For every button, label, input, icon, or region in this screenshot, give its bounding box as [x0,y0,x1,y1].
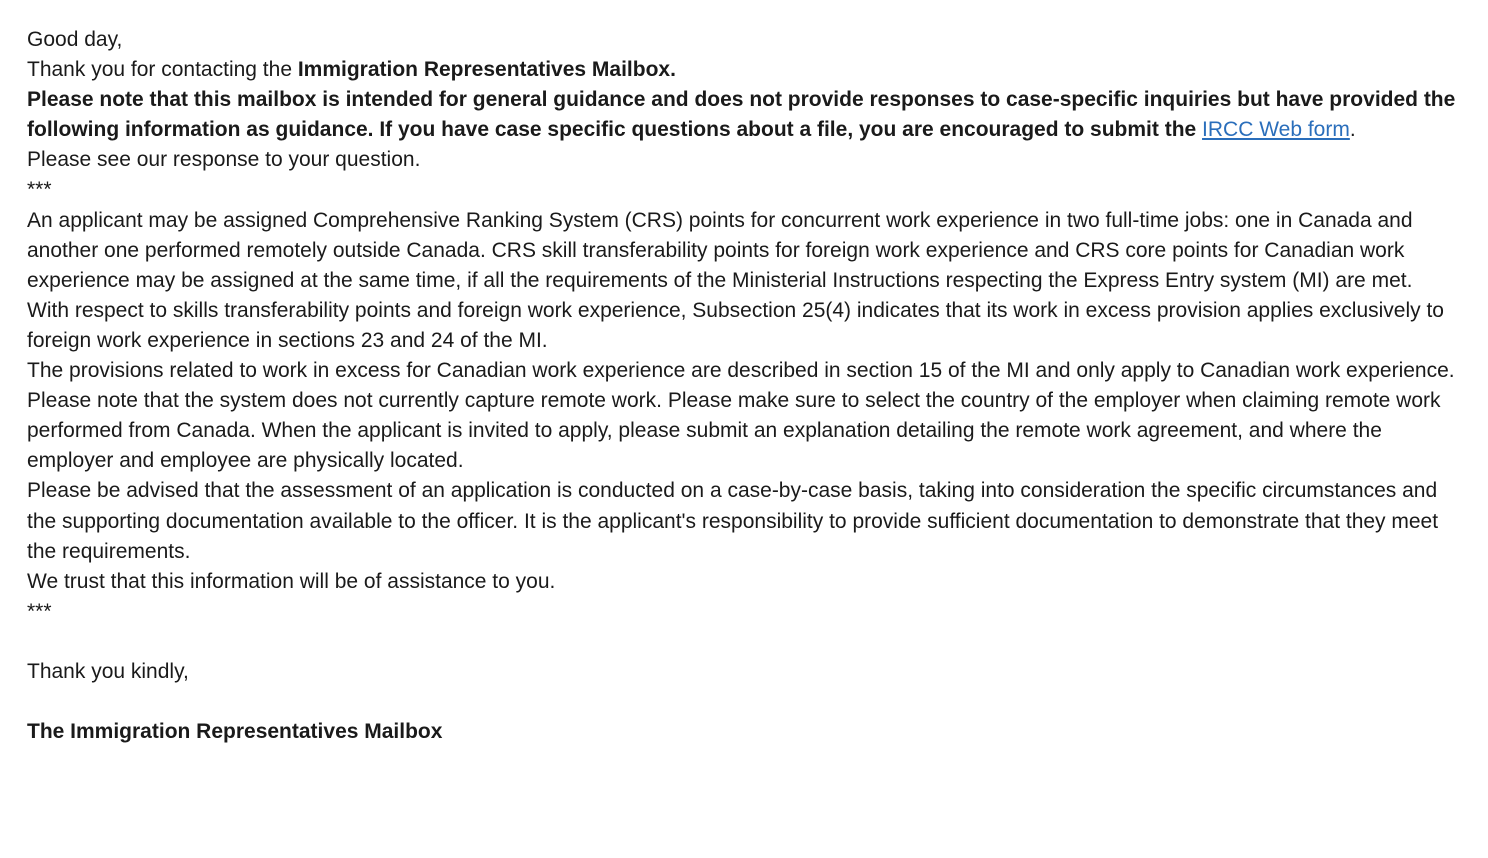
thanks-line [27,55,1472,85]
blank-line [27,627,1472,657]
notice-text: Please note that this mailbox is intended for general guidance and does not provide responses to case-specific inquiries but have provided the following information as guidance. If you have case specific questions about a file, you are encouraged to submit the [27,88,1456,142]
paragraph-trust: We trust that this information will be of assistance to you. [27,569,556,593]
paragraph-assessment: Please be advised that the assessment of an application is conducted on a case-by-case basis, taking into consideration the specific circumstances and the supporting documentation available to the officer. It is the applicant's responsibility to provide sufficient documentation to demonstrate that they meet the requirements. [27,479,1439,563]
separator-bottom: *** [27,599,52,623]
email-body [27,25,1472,747]
closing: Thank you kindly, [27,659,189,683]
notice-suffix: . [1349,118,1356,142]
ircc-web-form-link[interactable]: IRCC Web form [1202,118,1350,142]
paragraph-subsection-25-4: With respect to skills transferability points and foreign work experience, Subsection 25(4) indicates that its work in excess provision applies exclusively to foreign work experience in sections 23 and 24 of the MI. [27,298,1444,352]
blank-line [27,687,1472,717]
signature: The Immigration Representatives Mailbox [27,720,443,744]
separator-top: *** [27,178,52,202]
see-response-line: Please see our response to your question. [27,148,421,172]
mailbox-name: Immigration Representatives Mailbox. [297,58,676,82]
thanks-prefix: Thank you for contacting the [27,58,298,82]
paragraph-crs-points: An applicant may be assigned Comprehensive Ranking System (CRS) points for concurrent work experience in two full-time jobs: one in Canada and another one performed remotely outside Canada. CRS skill transferability points for foreign work experience and CRS core points for Canadian work experience may be assigned at the same time, if all the requirements of the Ministerial Instructions respecting the Express Entry system (MI) are met. [27,208,1413,292]
greeting: Good day, [27,28,123,51]
notice-paragraph [27,85,1472,145]
paragraph-remote-work: Please note that the system does not currently capture remote work. Please make sure to select the country of the employer when claiming remote work performed from Canada. When the applicant is invited to apply, please submit an explanation detailing the remote work agreement, and where the employer and employee are physically located. [27,389,1441,473]
paragraph-canadian-work-excess: The provisions related to work in excess for Canadian work experience are described in section 15 of the MI and only apply to Canadian work experience. [27,359,1455,383]
